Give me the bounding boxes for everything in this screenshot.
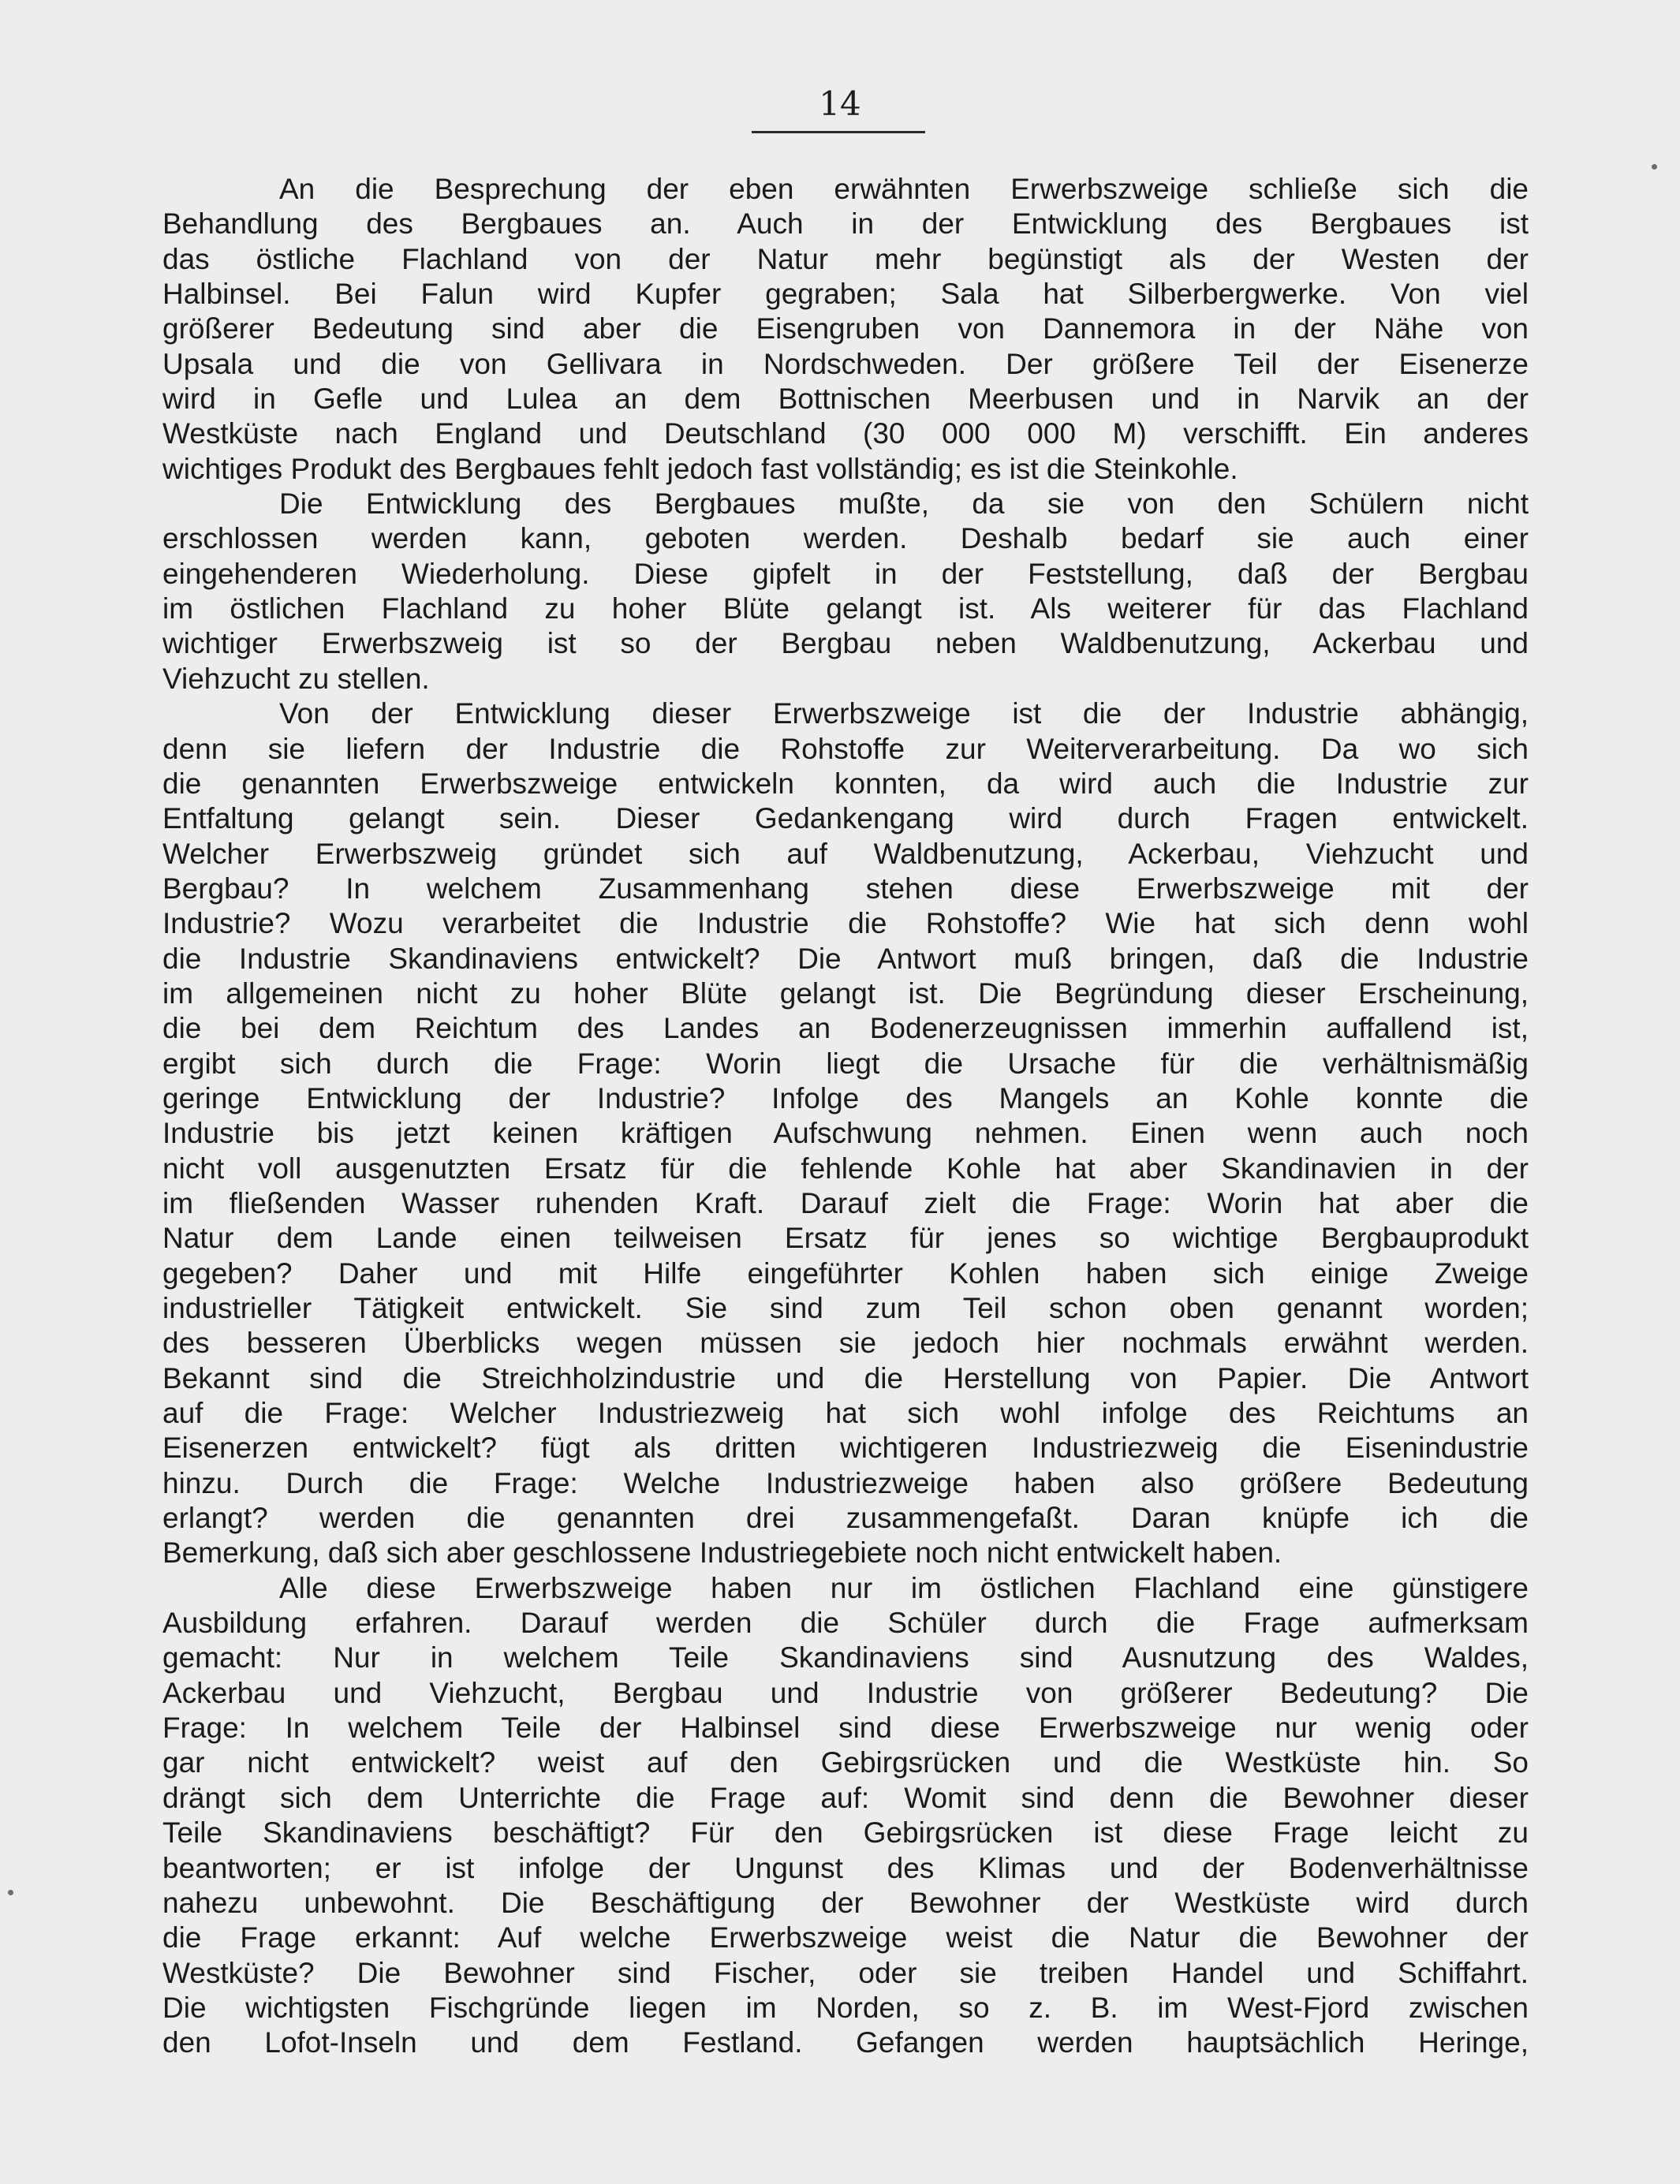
text-line: industrieller Tätigkeit entwickelt. Sie sind zum Teil schon oben genannt worden; bbox=[162, 1292, 1529, 1324]
text-line: im östlichen Flachland zu hoher Blüte gelangt ist. Als weiterer für das Flachland bbox=[162, 592, 1529, 625]
print-speck bbox=[1652, 164, 1657, 170]
text-line: beantworten; er ist infolge der Ungunst des Klimas und der Bodenverhältnisse bbox=[162, 1851, 1529, 1884]
text-line: Industrie bis jetzt keinen kräftigen Aufschwung nehmen. Einen wenn auch noch bbox=[162, 1117, 1529, 1150]
text-line: nicht voll ausgenutzten Ersatz für die fehlende Kohle hat aber Skandinavien in der bbox=[162, 1152, 1529, 1185]
text-line: denn sie liefern der Industrie die Rohstoffe zur Weiterverarbeitung. Da wo sich bbox=[162, 732, 1529, 765]
text-line: Die wichtigsten Fischgründe liegen im Norden, so z. B. im West-Fjord zwischen bbox=[162, 1991, 1529, 2024]
text-line: Bekannt sind die Streichholzindustrie und die Herstellung von Papier. Die Antwort bbox=[162, 1361, 1529, 1394]
text-line: Bergbau? In welchem Zusammenhang stehen diese Erwerbszweige mit der bbox=[162, 872, 1529, 905]
text-line: wird in Gefle und Lulea an dem Bottnischen Meerbusen und in Narvik an der bbox=[162, 383, 1529, 416]
text-line: Die Entwicklung des Bergbaues mußte, da sie von den Schülern nicht bbox=[279, 487, 1529, 521]
text-line: gar nicht entwickelt? weist auf den Gebirgsrücken und die Westküste hin. So bbox=[162, 1746, 1529, 1779]
text-line: geringe Entwicklung der Industrie? Infolge des Mangels an Kohle konnte die bbox=[162, 1081, 1529, 1114]
text-line: Eisenerzen entwickelt? fügt als dritten wichtigeren Industriezweig die Eisenindustrie bbox=[162, 1432, 1529, 1465]
text-line: den Lofot-Inseln und dem Festland. Gefangen werden hauptsächlich Heringe, bbox=[162, 2026, 1529, 2059]
text-line: wichtiger Erwerbszweig ist so der Bergbau neben Waldbenutzung, Ackerbau und bbox=[162, 627, 1529, 660]
text-line: die Frage erkannt: Auf welche Erwerbszweige weist die Natur die Bewohner der bbox=[162, 1921, 1529, 1954]
text-line: Von der Entwicklung dieser Erwerbszweige ist die der Industrie abhängig, bbox=[279, 697, 1529, 730]
text-line: Ackerbau und Viehzucht, Bergbau und Industrie von größerer Bedeutung? Die bbox=[162, 1676, 1529, 1709]
text-line: gegeben? Daher und mit Hilfe eingeführter Kohlen haben sich einige Zweige bbox=[162, 1256, 1529, 1290]
text-line: die genannten Erwerbszweige entwickeln konnten, da wird auch die Industrie zur bbox=[162, 767, 1529, 800]
text-line: Westküste? Die Bewohner sind Fischer, oder sie treiben Handel und Schiffahrt. bbox=[162, 1956, 1529, 1989]
text-line: des besseren Überblicks wegen müssen sie jedoch hier nochmals erwähnt werden. bbox=[162, 1327, 1529, 1360]
text-line: die bei dem Reichtum des Landes an Bodenerzeugnissen immerhin auffallend ist, bbox=[162, 1012, 1529, 1045]
text-line: An die Besprechung der eben erwähnten Erwerbszweige schließe sich die bbox=[279, 173, 1529, 205]
text-line: Industrie? Wozu verarbeitet die Industrie die Rohstoffe? Wie hat sich denn wohl bbox=[162, 907, 1529, 940]
text-line: Welcher Erwerbszweig gründet sich auf Waldbenutzung, Ackerbau, Viehzucht und bbox=[162, 837, 1529, 870]
text-line: das östliche Flachland von der Natur mehr begünstigt als der Westen der bbox=[162, 242, 1529, 275]
text-line: hinzu. Durch die Frage: Welche Industriezweige haben also größere Bedeutung bbox=[162, 1466, 1529, 1499]
text-line: Frage: In welchem Teile der Halbinsel sind diese Erwerbszweige nur wenig oder bbox=[162, 1712, 1529, 1745]
print-speck bbox=[8, 1890, 13, 1895]
text-line: Upsala und die von Gellivara in Nordschweden. Der größere Teil der Eisenerze bbox=[162, 347, 1529, 380]
text-line: erlangt? werden die genannten drei zusammengefaßt. Daran knüpfe ich die bbox=[162, 1502, 1529, 1535]
text-line: erschlossen werden kann, geboten werden. Deshalb bedarf sie auch einer bbox=[162, 522, 1529, 555]
text-line: im fließenden Wasser ruhenden Kraft. Darauf zielt die Frage: Worin hat aber die bbox=[162, 1186, 1529, 1219]
text-line: Viehzucht zu stellen. bbox=[162, 662, 430, 695]
text-line: Bemerkung, daß sich aber geschlossene Industriegebiete noch nicht entwickelt haben. bbox=[162, 1536, 1282, 1570]
text-line: Halbinsel. Bei Falun wird Kupfer gegraben; Sala hat Silberbergwerke. Von viel bbox=[162, 278, 1529, 311]
text-line: Behandlung des Bergbaues an. Auch in der Entwicklung des Bergbaues ist bbox=[162, 207, 1529, 241]
body-text bbox=[162, 172, 1529, 2061]
text-line: eingehenderen Wiederholung. Diese gipfelt in der Feststellung, daß der Bergbau bbox=[162, 557, 1529, 590]
text-line: drängt sich dem Unterrichte die Frage auf: Womit sind denn die Bewohner dieser bbox=[162, 1781, 1529, 1814]
text-line: Entfaltung gelangt sein. Dieser Gedankengang wird durch Fragen entwickelt. bbox=[162, 802, 1529, 835]
text-line: die Industrie Skandinaviens entwickelt? Die Antwort muß bringen, daß die Industrie bbox=[162, 942, 1529, 975]
text-line: wichtiges Produkt des Bergbaues fehlt jedoch fast vollständig; es ist die Steinkohle. bbox=[162, 452, 1238, 485]
text-line: im allgemeinen nicht zu hoher Blüte gelangt ist. Die Begründung dieser Erscheinung, bbox=[162, 976, 1529, 1010]
text-line: Teile Skandinaviens beschäftigt? Für den Gebirgsrücken ist diese Frage leicht zu bbox=[162, 1816, 1529, 1850]
text-line: gemacht: Nur in welchem Teile Skandinaviens sind Ausnutzung des Waldes, bbox=[162, 1641, 1529, 1674]
text-line: Westküste nach England und Deutschland (30 000 000 M) verschifft. Ein anderes bbox=[162, 417, 1529, 450]
text-line: ergibt sich durch die Frage: Worin liegt die Ursache für die verhältnismäßig bbox=[162, 1047, 1529, 1080]
text-line: Ausbildung erfahren. Darauf werden die Schüler durch die Frage aufmerksam bbox=[162, 1607, 1529, 1640]
text-line: nahezu unbewohnt. Die Beschäftigung der Bewohner der Westküste wird durch bbox=[162, 1886, 1529, 1919]
text-line: Alle diese Erwerbszweige haben nur im östlichen Flachland eine günstigere bbox=[279, 1571, 1529, 1604]
text-line: auf die Frage: Welcher Industriezweig hat sich wohl infolge des Reichtums an bbox=[162, 1397, 1529, 1430]
header-rule bbox=[752, 131, 925, 133]
text-line: größerer Bedeutung sind aber die Eisengruben von Dannemora in der Nähe von bbox=[162, 312, 1529, 345]
page-number: 14 bbox=[819, 84, 861, 123]
text-line: Natur dem Lande einen teilweisen Ersatz für jenes so wichtige Bergbauprodukt bbox=[162, 1222, 1529, 1255]
